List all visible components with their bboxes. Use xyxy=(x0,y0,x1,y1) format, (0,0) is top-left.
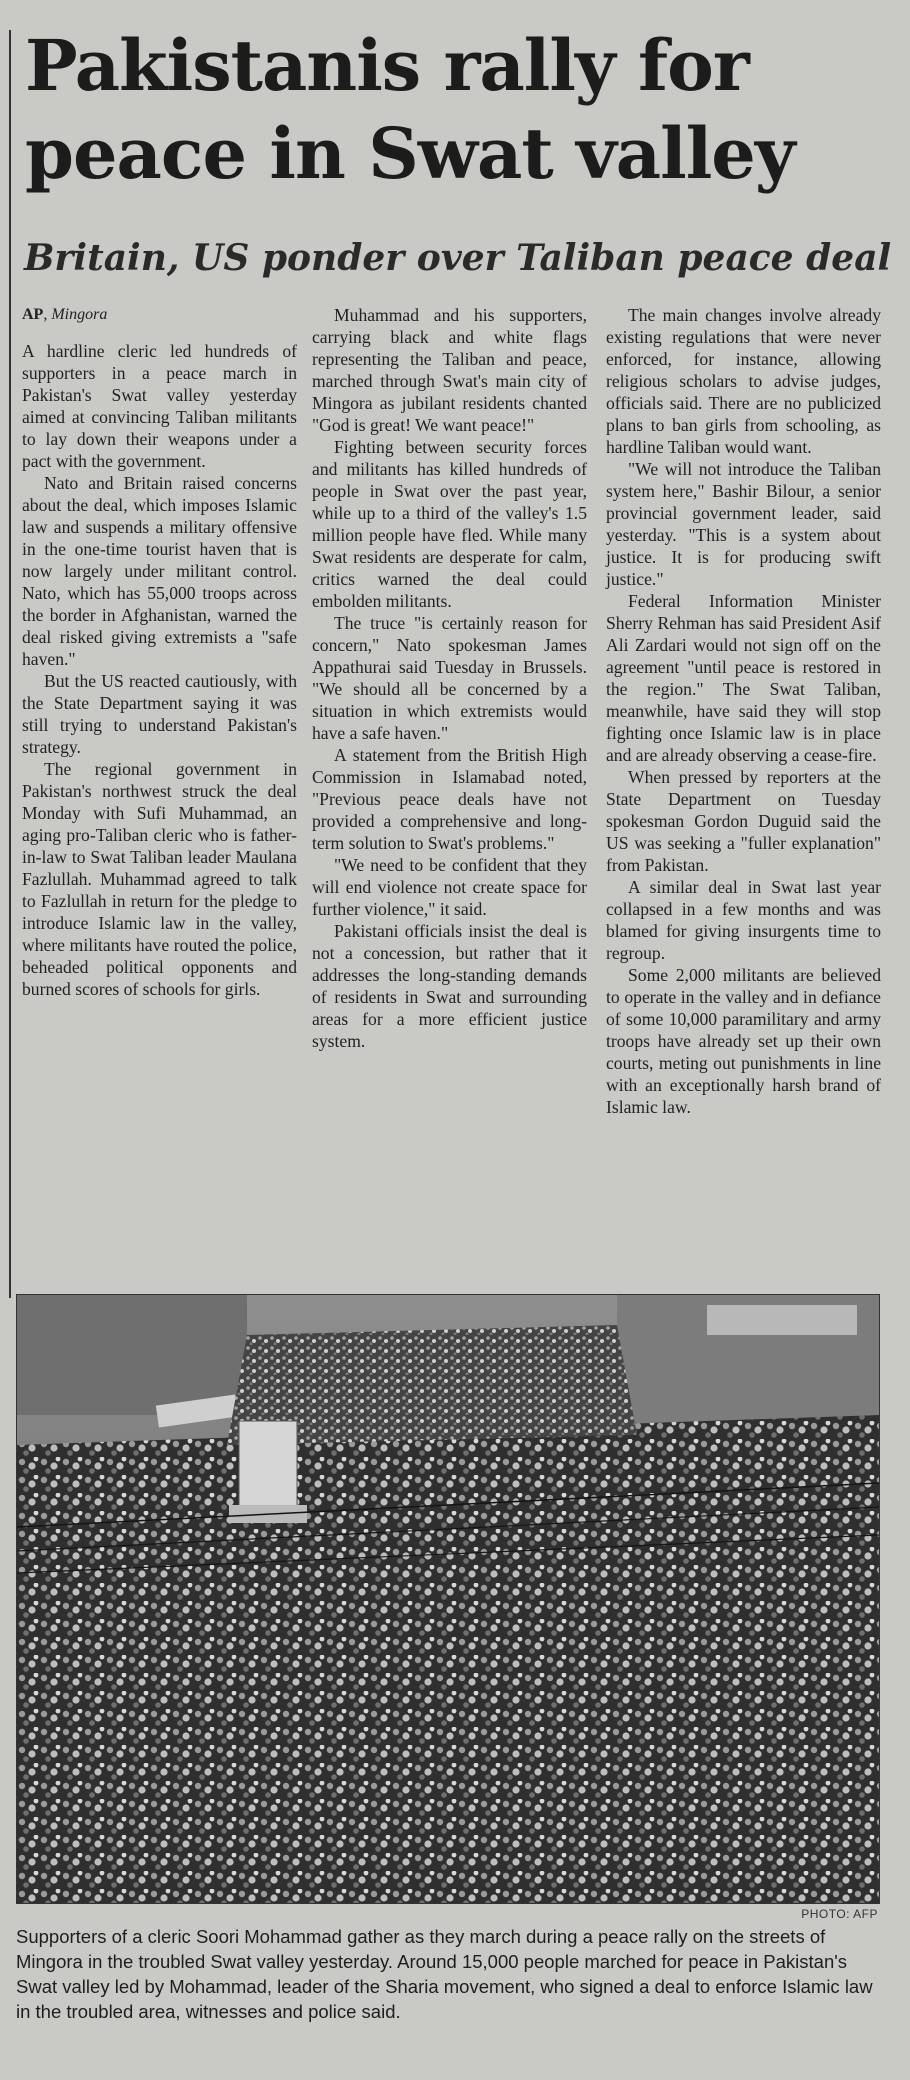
paragraph: The regional government in Pakistan's northwest struck the deal Monday with Sufi Muhammad, an aging pro-Taliban cleric who is father-in-law to Swat Taliban leader Maulana Fazlullah. Muhammad agreed to talk to Fazlullah in return for the pledge to introduce Islamic law in the valley, where militants have routed the police, beheaded political opponents and burned scores of schools for girls. xyxy=(22,759,297,999)
paragraph: A statement from the British High Commission in Islamabad noted, "Previous peace deals have not provided a comprehensive and long-term solution to Swat's problems." xyxy=(312,745,587,853)
headline xyxy=(25,22,895,198)
paragraph: Pakistani officials insist the deal is not a concession, but rather that it addresses the long-standing demands of residents in Swat and surrounding areas for a more efficient justice system. xyxy=(312,921,587,1051)
paragraph: "We will not introduce the Taliban system here," Bashir Bilour, a senior provincial government leader, said yesterday. "This is a system about justice. It is for producing swift justice." xyxy=(606,459,881,589)
paragraph: "We need to be confident that they will end violence not create space for further violence," it said. xyxy=(312,855,587,919)
headline-line-1: Pakistanis rally for xyxy=(25,24,749,107)
paragraph: Fighting between security forces and militants has killed hundreds of people in Swat over the past year, while up to a third of the valley's 1.5 million people have fled. While many Swat residents are desperate for calm, critics warned the deal could embolden militants. xyxy=(312,437,587,611)
paragraph: Nato and Britain raised concerns about the deal, which imposes Islamic law and suspends a military offensive in the one-time tourist haven that is now largely under militant control. Nato, which has 55,000 troops across the border in Afghanistan, warned the deal risked giving extremists a "safe haven." xyxy=(22,473,297,669)
crowd-illustration xyxy=(17,1295,879,1903)
article-column-2 xyxy=(312,304,587,1052)
photo-caption: Supporters of a cleric Soori Mohammad gather as they march during a peace rally on the streets of Mingora in the troubled Swat valley yesterday. Around 15,000 people marched for peace in Pakistan's Swat valley led by Mohammad, leader of the Sharia movement, who signed a deal to enforce Islamic law in the troubled area, witnesses and police said. xyxy=(16,1926,873,2022)
paragraph: Federal Information Minister Sherry Rehman has said President Asif Ali Zardari would not sign off on the agreement "until peace is restored in the region." The Swat Taliban, meanwhile, have said they will stop fighting once Islamic law is in place and are already observing a cease-fire. xyxy=(606,591,881,765)
headline-line-2: peace in Swat valley xyxy=(25,112,795,195)
paragraph: But the US reacted cautiously, with the State Department saying it was still trying to understand Pakistan's strategy. xyxy=(22,671,297,757)
paragraph: The main changes involve already existing regulations that were never enforced, for instance, allowing religious scholars to advise judges, officials said. There are no publicized plans to ban girls from schooling, as hardline Taliban would want. xyxy=(606,305,881,457)
crowd xyxy=(17,1415,879,1903)
news-photo xyxy=(16,1294,880,1904)
byline-agency: AP xyxy=(22,306,44,323)
building-left xyxy=(17,1295,247,1415)
subheadline: Britain, US ponder over Taliban peace deal xyxy=(24,237,892,279)
paragraph: When pressed by reporters at the State Department on Tuesday spokesman Gordon Duguid said the US was seeking a "fuller explanation" from Pakistan. xyxy=(606,767,881,875)
monument xyxy=(239,1421,297,1517)
paragraph: A similar deal in Swat last year collapsed in a few months and was blamed for giving insurgents time to regroup. xyxy=(606,877,881,963)
shop-sign xyxy=(707,1305,857,1335)
photo-credit: PHOTO: AFP xyxy=(801,1907,878,1921)
paragraph: Muhammad and his supporters, carrying black and white flags representing the Taliban and peace, marched through Swat's main city of Mingora as jubilant residents chanted "God is great! We want peace!" xyxy=(312,305,587,435)
column-rule xyxy=(9,30,11,1298)
byline-location: Mingora xyxy=(51,306,108,323)
paragraph: Some 2,000 militants are believed to operate in the valley and in defiance of some 10,000 paramilitary and army troops have already set up their own courts, meting out punishments in line with an exceptionally harsh brand of Islamic law. xyxy=(606,965,881,1117)
paragraph: A hardline cleric led hundreds of supporters in a peace march in Pakistan's Swat valley yesterday aimed at convincing Taliban militants to lay down their weapons under a pact with the government. xyxy=(22,341,297,471)
article-column-1 xyxy=(22,304,297,1000)
paragraph: The truce "is certainly reason for concern," Nato spokesman James Appathurai said Tuesday in Brussels. "We should all be concerned by a situation in which extremists would have a safe haven." xyxy=(312,613,587,743)
article-column-3 xyxy=(606,304,881,1118)
byline: AP, Mingora xyxy=(22,306,108,323)
